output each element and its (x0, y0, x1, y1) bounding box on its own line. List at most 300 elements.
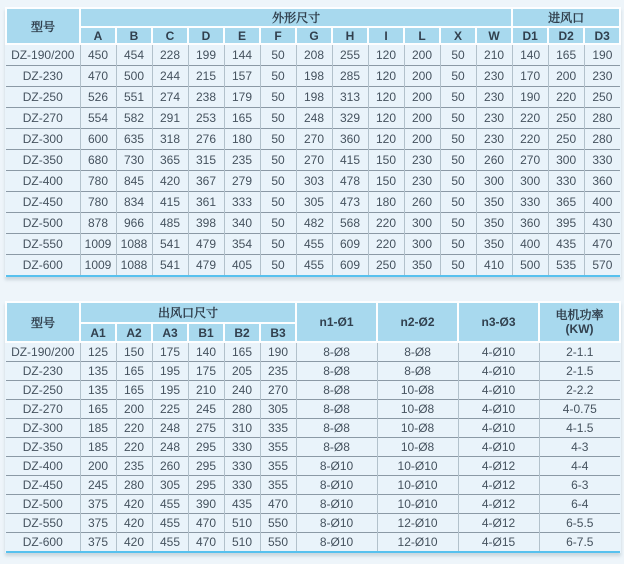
value-cell: 250 (548, 129, 584, 150)
table-row (6, 476, 620, 495)
value-cell: 50 (440, 150, 476, 171)
value-cell: 398 (188, 213, 224, 234)
value-cell: 180 (224, 129, 260, 150)
value-cell: 50 (260, 255, 296, 277)
outlet-dimensions-table (5, 301, 621, 553)
col-header-F: F (260, 27, 296, 44)
value-cell: 1088 (116, 234, 152, 255)
table-row (6, 129, 620, 150)
value-cell: 190 (260, 342, 296, 362)
value-cell: 330 (224, 438, 260, 457)
value-cell: 135 (80, 381, 116, 400)
value-cell: 361 (188, 192, 224, 213)
table-row (6, 66, 620, 87)
value-cell: 310 (224, 419, 260, 438)
value-cell: 360 (584, 171, 620, 192)
value-cell: 50 (260, 44, 296, 66)
value-cell: 10-Ø8 (377, 419, 458, 438)
value-cell: 390 (188, 495, 224, 514)
value-cell: 554 (80, 108, 116, 129)
table-row (6, 438, 620, 457)
value-cell: 834 (116, 192, 152, 213)
value-cell: 190 (512, 87, 548, 108)
value-cell: 420 (116, 514, 152, 533)
value-cell: 313 (332, 87, 368, 108)
value-cell: 2-1.1 (539, 342, 620, 362)
value-cell: 609 (332, 255, 368, 277)
col-header-C: C (152, 27, 188, 44)
value-cell: 365 (548, 192, 584, 213)
value-cell: 200 (80, 457, 116, 476)
col-header-B1: B1 (188, 323, 224, 342)
table-row (6, 234, 620, 255)
value-cell: 50 (260, 108, 296, 129)
value-cell: 478 (332, 171, 368, 192)
value-cell: 375 (80, 533, 116, 553)
value-cell: 350 (476, 192, 512, 213)
value-cell: 4-0.75 (539, 400, 620, 419)
model-cell: DZ-450 (6, 192, 80, 213)
value-cell: 280 (584, 108, 620, 129)
table-row (6, 44, 620, 66)
value-cell: 260 (476, 150, 512, 171)
value-cell: 6-7.5 (539, 533, 620, 553)
value-cell: 120 (368, 108, 404, 129)
value-cell: 165 (116, 362, 152, 381)
value-cell: 8-Ø10 (296, 476, 377, 495)
outlet-dimensions-header: 出风口尺寸 (80, 302, 296, 323)
value-cell: 845 (116, 171, 152, 192)
value-cell: 248 (152, 438, 188, 457)
value-cell: 50 (440, 234, 476, 255)
value-cell: 305 (296, 192, 332, 213)
value-cell: 355 (260, 457, 296, 476)
value-cell: 8-Ø8 (296, 342, 377, 362)
model-cell: DZ-190/200 (6, 342, 80, 362)
value-cell: 4-Ø15 (458, 533, 539, 553)
model-cell: DZ-400 (6, 171, 80, 192)
value-cell: 360 (512, 213, 548, 234)
value-cell: 4-Ø12 (458, 495, 539, 514)
value-cell: 330 (224, 457, 260, 476)
model-cell: DZ-270 (6, 108, 80, 129)
value-cell: 275 (188, 419, 224, 438)
value-cell: 360 (332, 129, 368, 150)
value-cell: 235 (116, 457, 152, 476)
value-cell: 250 (584, 87, 620, 108)
value-cell: 473 (332, 192, 368, 213)
value-cell: 4-Ø10 (458, 342, 539, 362)
table1-body (6, 44, 620, 276)
value-cell: 198 (296, 87, 332, 108)
value-cell: 550 (260, 514, 296, 533)
value-cell: 730 (116, 150, 152, 171)
table-row (6, 87, 620, 108)
col-header-H: H (332, 27, 368, 44)
value-cell: 541 (152, 234, 188, 255)
value-cell: 170 (512, 66, 548, 87)
value-cell: 420 (116, 495, 152, 514)
value-cell: 8-Ø8 (296, 419, 377, 438)
table-row (6, 495, 620, 514)
value-cell: 270 (296, 150, 332, 171)
air-inlet-header: 进风口 (512, 8, 620, 27)
value-cell: 2-1.5 (539, 362, 620, 381)
value-cell: 4-Ø10 (458, 419, 539, 438)
value-cell: 190 (584, 44, 620, 66)
col-header-A1: A1 (80, 323, 116, 342)
value-cell: 279 (224, 171, 260, 192)
value-cell: 375 (80, 495, 116, 514)
col-header-B: B (116, 27, 152, 44)
value-cell: 4-Ø10 (458, 438, 539, 457)
value-cell: 10-Ø10 (377, 476, 458, 495)
value-cell: 200 (404, 44, 440, 66)
value-cell: 12-Ø10 (377, 533, 458, 553)
value-cell: 550 (260, 533, 296, 553)
value-cell: 966 (116, 213, 152, 234)
table-row (6, 533, 620, 553)
value-cell: 375 (80, 514, 116, 533)
value-cell: 680 (80, 150, 116, 171)
value-cell: 244 (152, 66, 188, 87)
value-cell: 248 (296, 108, 332, 129)
value-cell: 150 (368, 150, 404, 171)
value-cell: 8-Ø8 (296, 400, 377, 419)
value-cell: 10-Ø8 (377, 400, 458, 419)
value-cell: 600 (80, 129, 116, 150)
model-cell: DZ-500 (6, 495, 80, 514)
table2-body (6, 342, 620, 552)
value-cell: 435 (224, 495, 260, 514)
motor-power-header-line2: (KW) (565, 322, 594, 336)
value-cell: 635 (116, 129, 152, 150)
value-cell: 1009 (80, 234, 116, 255)
value-cell: 120 (368, 129, 404, 150)
value-cell: 50 (260, 234, 296, 255)
model-cell: DZ-300 (6, 419, 80, 438)
overall-dimensions-header: 外形尺寸 (80, 8, 512, 27)
table-row (6, 457, 620, 476)
value-cell: 12-Ø10 (377, 514, 458, 533)
value-cell: 305 (152, 476, 188, 495)
value-cell: 8-Ø8 (296, 438, 377, 457)
value-cell: 230 (476, 108, 512, 129)
value-cell: 50 (440, 66, 476, 87)
value-cell: 300 (404, 213, 440, 234)
value-cell: 455 (152, 495, 188, 514)
value-cell: 210 (476, 44, 512, 66)
value-cell: 470 (260, 495, 296, 514)
value-cell: 500 (512, 255, 548, 277)
value-cell: 780 (80, 192, 116, 213)
value-cell: 455 (152, 514, 188, 533)
value-cell: 295 (188, 457, 224, 476)
value-cell: 330 (548, 171, 584, 192)
value-cell: 8-Ø8 (377, 342, 458, 362)
value-cell: 195 (152, 381, 188, 400)
value-cell: 455 (296, 255, 332, 277)
value-cell: 165 (224, 342, 260, 362)
value-cell: 482 (296, 213, 332, 234)
col-header-A2: A2 (116, 323, 152, 342)
value-cell: 435 (548, 234, 584, 255)
value-cell: 175 (152, 342, 188, 362)
table-row (6, 342, 620, 362)
value-cell: 235 (260, 362, 296, 381)
value-cell: 4-Ø12 (458, 457, 539, 476)
value-cell: 50 (440, 129, 476, 150)
model-cell: DZ-250 (6, 87, 80, 108)
table-row (6, 213, 620, 234)
value-cell: 570 (584, 255, 620, 277)
value-cell: 199 (188, 44, 224, 66)
value-cell: 270 (260, 381, 296, 400)
value-cell: 230 (404, 150, 440, 171)
value-cell: 4-Ø12 (458, 476, 539, 495)
value-cell: 280 (224, 400, 260, 419)
model-column-header: 型号 (6, 8, 80, 44)
value-cell: 230 (584, 66, 620, 87)
col-header-n2: n2-Ø2 (377, 302, 458, 342)
value-cell: 250 (548, 108, 584, 129)
value-cell: 295 (188, 476, 224, 495)
value-cell: 609 (332, 234, 368, 255)
table-row (6, 400, 620, 419)
value-cell: 274 (152, 87, 188, 108)
value-cell: 355 (260, 476, 296, 495)
table-row (6, 514, 620, 533)
value-cell: 175 (188, 362, 224, 381)
value-cell: 235 (224, 150, 260, 171)
value-cell: 4-Ø10 (458, 362, 539, 381)
value-cell: 405 (224, 255, 260, 277)
table1-group-header-row (6, 8, 620, 27)
value-cell: 179 (224, 87, 260, 108)
value-cell: 120 (368, 44, 404, 66)
value-cell: 220 (116, 438, 152, 457)
value-cell: 420 (116, 533, 152, 553)
value-cell: 240 (224, 381, 260, 400)
value-cell: 10-Ø10 (377, 457, 458, 476)
value-cell: 230 (404, 171, 440, 192)
col-header-n3: n3-Ø3 (458, 302, 539, 342)
col-header-G: G (296, 27, 332, 44)
value-cell: 280 (584, 129, 620, 150)
model-cell: DZ-230 (6, 66, 80, 87)
value-cell: 50 (440, 192, 476, 213)
value-cell: 228 (152, 44, 188, 66)
model-cell: DZ-600 (6, 255, 80, 277)
value-cell: 165 (116, 381, 152, 400)
value-cell: 220 (368, 213, 404, 234)
value-cell: 295 (188, 438, 224, 457)
value-cell: 8-Ø10 (296, 457, 377, 476)
value-cell: 305 (260, 400, 296, 419)
value-cell: 455 (152, 533, 188, 553)
value-cell: 220 (368, 234, 404, 255)
table-row (6, 108, 620, 129)
value-cell: 208 (296, 44, 332, 66)
value-cell: 50 (440, 87, 476, 108)
model-cell: DZ-350 (6, 438, 80, 457)
col-header-W: W (476, 27, 512, 44)
value-cell: 340 (224, 213, 260, 234)
table1-column-header-row (6, 27, 620, 44)
value-cell: 410 (476, 255, 512, 277)
col-header-D2: D2 (548, 27, 584, 44)
value-cell: 450 (80, 44, 116, 66)
value-cell: 485 (152, 213, 188, 234)
value-cell: 582 (116, 108, 152, 129)
col-header-n1: n1-Ø1 (296, 302, 377, 342)
model-cell: DZ-230 (6, 362, 80, 381)
value-cell: 330 (224, 476, 260, 495)
value-cell: 250 (368, 255, 404, 277)
value-cell: 50 (260, 171, 296, 192)
table-row (6, 362, 620, 381)
value-cell: 4-Ø10 (458, 400, 539, 419)
value-cell: 50 (260, 87, 296, 108)
value-cell: 200 (548, 66, 584, 87)
value-cell: 8-Ø8 (296, 362, 377, 381)
value-cell: 333 (224, 192, 260, 213)
value-cell: 6-3 (539, 476, 620, 495)
table-row (6, 381, 620, 400)
value-cell: 367 (188, 171, 224, 192)
col-header-D1: D1 (512, 27, 548, 44)
value-cell: 50 (440, 255, 476, 277)
value-cell: 303 (296, 171, 332, 192)
value-cell: 150 (116, 342, 152, 362)
model-cell: DZ-400 (6, 457, 80, 476)
value-cell: 10-Ø8 (377, 381, 458, 400)
table-row (6, 171, 620, 192)
value-cell: 329 (332, 108, 368, 129)
value-cell: 510 (224, 514, 260, 533)
value-cell: 50 (260, 129, 296, 150)
value-cell: 198 (296, 66, 332, 87)
value-cell: 479 (188, 234, 224, 255)
col-header-A3: A3 (152, 323, 188, 342)
value-cell: 276 (188, 129, 224, 150)
value-cell: 185 (80, 438, 116, 457)
value-cell: 330 (584, 150, 620, 171)
value-cell: 215 (188, 66, 224, 87)
value-cell: 8-Ø8 (296, 381, 377, 400)
value-cell: 470 (188, 514, 224, 533)
value-cell: 200 (404, 129, 440, 150)
value-cell: 300 (476, 171, 512, 192)
value-cell: 210 (188, 381, 224, 400)
value-cell: 300 (548, 150, 584, 171)
value-cell: 2-2.2 (539, 381, 620, 400)
value-cell: 350 (404, 255, 440, 277)
value-cell: 50 (440, 44, 476, 66)
value-cell: 330 (512, 192, 548, 213)
value-cell: 455 (296, 234, 332, 255)
value-cell: 185 (80, 419, 116, 438)
col-header-I: I (368, 27, 404, 44)
value-cell: 318 (152, 129, 188, 150)
value-cell: 120 (368, 66, 404, 87)
value-cell: 1088 (116, 255, 152, 277)
value-cell: 200 (404, 66, 440, 87)
value-cell: 500 (116, 66, 152, 87)
value-cell: 300 (512, 171, 548, 192)
model-cell: DZ-350 (6, 150, 80, 171)
value-cell: 400 (584, 192, 620, 213)
value-cell: 205 (224, 362, 260, 381)
value-cell: 220 (548, 87, 584, 108)
model-cell: DZ-250 (6, 381, 80, 400)
col-header-D3: D3 (584, 27, 620, 44)
col-header-B2: B2 (224, 323, 260, 342)
value-cell: 300 (404, 234, 440, 255)
value-cell: 335 (260, 419, 296, 438)
value-cell: 135 (80, 362, 116, 381)
value-cell: 165 (548, 44, 584, 66)
value-cell: 8-Ø8 (377, 362, 458, 381)
value-cell: 350 (476, 213, 512, 234)
value-cell: 200 (404, 108, 440, 129)
model-cell: DZ-550 (6, 234, 80, 255)
col-header-B3: B3 (260, 323, 296, 342)
value-cell: 144 (224, 44, 260, 66)
value-cell: 270 (512, 150, 548, 171)
value-cell: 415 (152, 192, 188, 213)
value-cell: 541 (152, 255, 188, 277)
col-header-X: X (440, 27, 476, 44)
col-header-L: L (404, 27, 440, 44)
value-cell: 8-Ø10 (296, 514, 377, 533)
value-cell: 165 (80, 400, 116, 419)
value-cell: 420 (152, 171, 188, 192)
value-cell: 526 (80, 87, 116, 108)
value-cell: 350 (476, 234, 512, 255)
value-cell: 50 (440, 213, 476, 234)
value-cell: 50 (260, 213, 296, 234)
value-cell: 10-Ø8 (377, 438, 458, 457)
value-cell: 150 (368, 171, 404, 192)
value-cell: 4-3 (539, 438, 620, 457)
value-cell: 454 (116, 44, 152, 66)
value-cell: 510 (224, 533, 260, 553)
value-cell: 10-Ø10 (377, 495, 458, 514)
value-cell: 200 (404, 87, 440, 108)
value-cell: 4-1.5 (539, 419, 620, 438)
model-cell: DZ-190/200 (6, 44, 80, 66)
overall-dimensions-table (5, 7, 621, 277)
value-cell: 6-4 (539, 495, 620, 514)
value-cell: 470 (188, 533, 224, 553)
value-cell: 291 (152, 108, 188, 129)
value-cell: 479 (188, 255, 224, 277)
value-cell: 200 (116, 400, 152, 419)
value-cell: 780 (80, 171, 116, 192)
value-cell: 8-Ø10 (296, 495, 377, 514)
value-cell: 270 (296, 129, 332, 150)
value-cell: 225 (152, 400, 188, 419)
table-row (6, 255, 620, 277)
value-cell: 8-Ø10 (296, 533, 377, 553)
value-cell: 568 (332, 213, 368, 234)
value-cell: 430 (584, 213, 620, 234)
value-cell: 120 (368, 87, 404, 108)
model-cell: DZ-500 (6, 213, 80, 234)
col-header-A: A (80, 27, 116, 44)
value-cell: 1009 (80, 255, 116, 277)
